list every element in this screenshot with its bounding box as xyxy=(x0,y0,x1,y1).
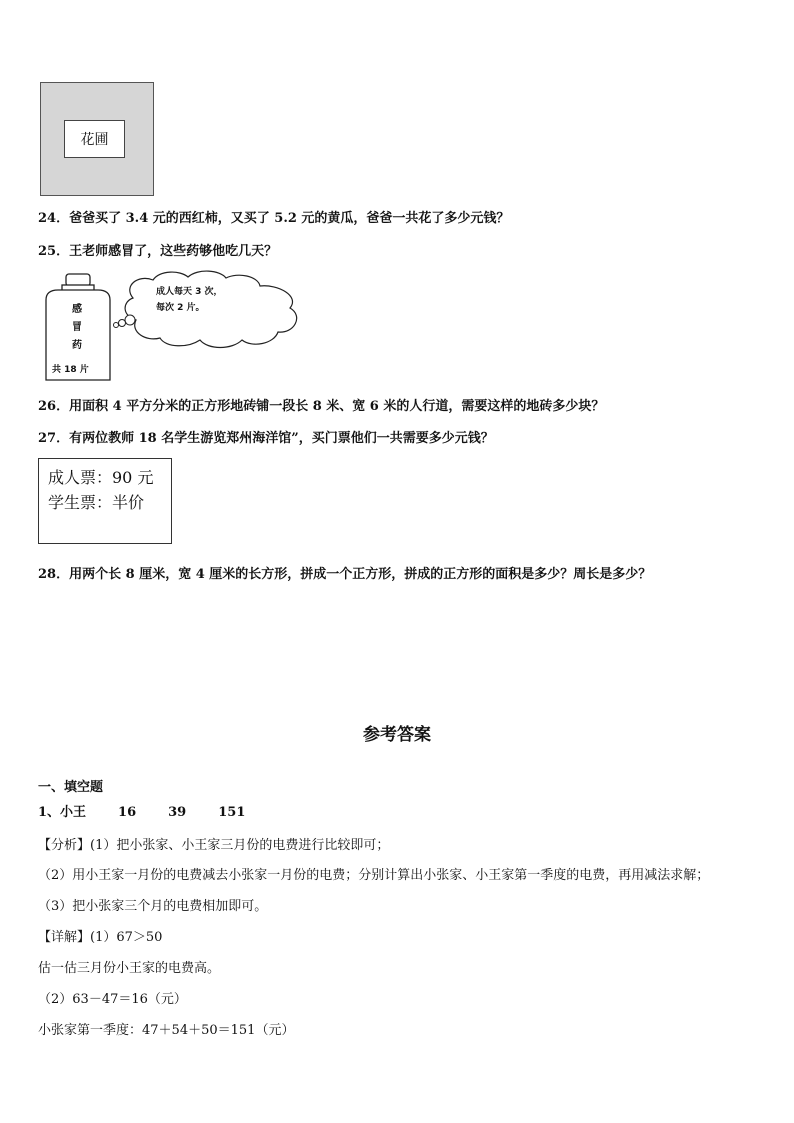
question-27: 27．有两位教师 18 名学生游览郑州海洋馆”，买门票他们一共需要多少元钱？ xyxy=(38,431,494,446)
ticket-student: 学生票：半价 xyxy=(48,493,145,512)
garden-label: 花圃 xyxy=(80,132,109,148)
section-heading: 一、填空题 xyxy=(38,780,104,795)
bottle-char-1: 感 xyxy=(72,304,82,315)
detail-4: 小张家第一季度：47＋54＋50＝151（元） xyxy=(38,1023,295,1038)
answer-item-1-label: 1、小王 xyxy=(38,805,87,820)
analysis-2: （2）用小王家一月份的电费减去小张家一月份的电费；分别计算出小张家、小王家第一季度的电费，再用减法求解； xyxy=(38,868,710,883)
detail-3: （2）63－47＝16（元） xyxy=(38,992,187,1007)
answer-title: 参考答案 xyxy=(363,725,431,745)
detail-1: 【详解】(1）67＞50 xyxy=(38,930,163,945)
answer-value-2: 39 xyxy=(168,805,187,820)
answer-item-1 xyxy=(38,801,245,820)
medicine-figure xyxy=(38,268,308,383)
question-28: 28．用两个长 8 厘米，宽 4 厘米的长方形，拼成一个正方形，拼成的正方形的面积是多少？周长是多少？ xyxy=(38,567,652,582)
thought-bubble xyxy=(125,271,297,347)
answer-value-1: 16 xyxy=(118,805,137,820)
ticket-adult: 成人票：90 元 xyxy=(48,468,154,487)
bottle-count: 共 18 片 xyxy=(52,365,89,375)
detail-2: 估一估三月份小王家的电费高。 xyxy=(38,961,221,976)
bottle-char-3: 药 xyxy=(72,340,82,351)
analysis-1: 【分析】(1）把小张家、小王家三月份的电费进行比较即可； xyxy=(38,838,390,853)
question-24: 24．爸爸买了 3.4 元的西红柿，又买了 5.2 元的黄瓜，爸爸一共花了多少元钱？ xyxy=(38,211,510,226)
question-26: 26．用面积 4 平方分米的正方形地砖铺一段长 8 米、宽 6 米的人行道，需要这样的地砖多少块？ xyxy=(38,399,605,414)
bubble-line-1: 成人每天 3 次， xyxy=(156,287,223,297)
ticket-price-box xyxy=(38,458,172,544)
garden-label-box xyxy=(64,120,125,158)
bubble-line-2: 每次 2 片。 xyxy=(156,303,205,313)
bottle-char-2: 冒 xyxy=(72,322,82,333)
answer-value-3: 151 xyxy=(218,805,246,820)
question-25: 25．王老师感冒了，这些药够他吃几天？ xyxy=(38,244,278,259)
analysis-3: （3）把小张家三个月的电费相加即可。 xyxy=(38,899,268,914)
